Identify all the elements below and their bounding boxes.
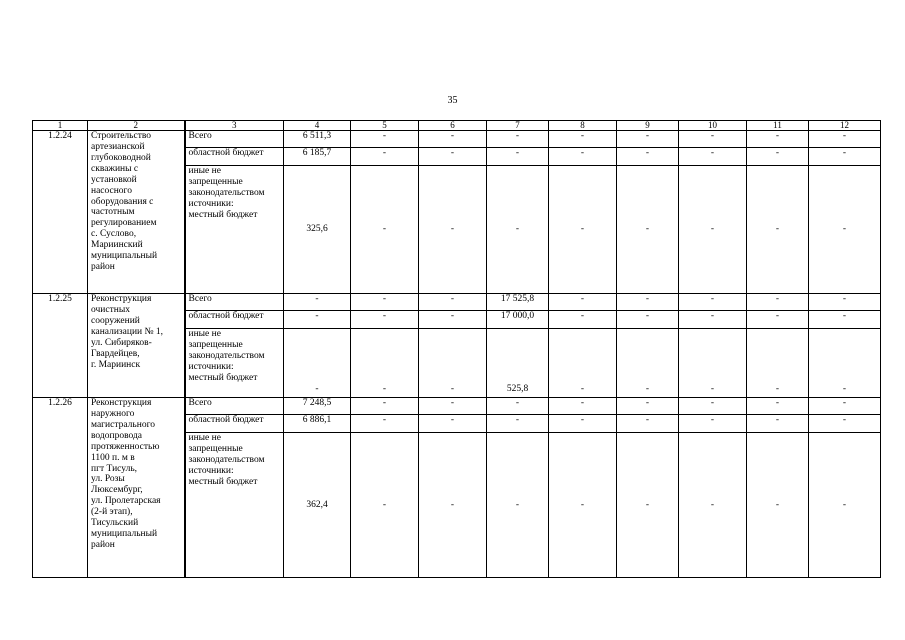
value-cell: - (617, 311, 679, 329)
project-name-line: установкой (91, 174, 137, 185)
funding-source (185, 329, 284, 398)
project-name-line: регулированием (91, 218, 157, 229)
value-cell: - (549, 148, 617, 166)
value-cell: - (809, 329, 881, 398)
project-name-line: муниципальный (91, 251, 158, 262)
value-cell: - (617, 148, 679, 166)
value-cell: - (419, 311, 487, 329)
project-name-line: водопровода (91, 430, 143, 441)
value-cell: 6 511,3 (284, 131, 351, 148)
value-cell: - (809, 398, 881, 415)
project-name-line: Реконструкция (91, 294, 152, 304)
project-name-line: наружного (91, 408, 135, 419)
table-row (33, 398, 881, 415)
value-cell: - (549, 415, 617, 433)
table-row (33, 131, 881, 148)
value-cell: - (679, 294, 747, 311)
project-name (88, 131, 185, 294)
value-cell: 17 000,0 (487, 311, 549, 329)
value-cell: - (549, 433, 617, 578)
value-cell: 6 185,7 (284, 148, 351, 166)
funding-source: областной бюджет (185, 148, 284, 166)
project-name-line: протяженностью (91, 441, 160, 452)
col-header-12: 12 (809, 121, 881, 131)
funding-source-line: источники: (188, 198, 234, 209)
funding-source: областной бюджет (185, 311, 284, 329)
project-name-line: ул. Пролетарская (91, 496, 161, 507)
value-cell: - (419, 294, 487, 311)
value-cell: - (549, 131, 617, 148)
project-name-line: Люксембург, (91, 485, 143, 496)
value-cell: - (419, 148, 487, 166)
value-cell: 325,6 (284, 166, 351, 294)
value-cell: - (487, 148, 549, 166)
funding-source-line: законодательством (188, 350, 265, 361)
project-name-line: (2-й этап), (91, 507, 133, 518)
project-name-line: 1100 п. м в (91, 452, 135, 463)
value-cell: - (747, 294, 809, 311)
funding-source-line: запрещенные (188, 339, 243, 350)
value-cell: 525,8 (487, 329, 549, 398)
value-cell: - (487, 433, 549, 578)
row-number: 1.2.26 (33, 398, 88, 578)
value-cell: - (549, 311, 617, 329)
funding-source-line: иные не (188, 433, 221, 443)
col-header-4: 4 (284, 121, 351, 131)
funding-source-line: местный бюджет (188, 209, 258, 220)
col-header-6: 6 (419, 121, 487, 131)
value-cell: 6 886,1 (284, 415, 351, 433)
project-name-line: район (91, 539, 115, 550)
page-number: 35 (447, 95, 458, 106)
project-name-line: магистрального (91, 419, 155, 430)
project-name-line: глубоководной (91, 152, 151, 163)
value-cell: - (549, 166, 617, 294)
project-name-line: Тисульский (91, 518, 139, 529)
value-cell: - (617, 131, 679, 148)
project-name-line: канализации № 1, (91, 326, 164, 337)
value-cell: - (747, 166, 809, 294)
value-cell: 362,4 (284, 433, 351, 578)
value-cell: - (747, 148, 809, 166)
value-cell: - (419, 415, 487, 433)
budget-table (32, 120, 881, 578)
col-header-10: 10 (679, 121, 747, 131)
value-cell: - (809, 311, 881, 329)
header-row (33, 121, 881, 131)
project-name-line: сооружений (91, 315, 140, 326)
project-name-line: Гвардейцев, (91, 348, 140, 359)
value-cell: - (679, 148, 747, 166)
col-header-7: 7 (487, 121, 549, 131)
value-cell: - (617, 166, 679, 294)
value-cell: - (487, 131, 549, 148)
funding-source-line: законодательством (188, 454, 265, 465)
project-name-line: очистных (91, 304, 130, 315)
col-header-2: 2 (88, 121, 185, 131)
project-name-line: насосного (91, 185, 132, 196)
funding-source: областной бюджет (185, 415, 284, 433)
value-cell: - (679, 398, 747, 415)
value-cell: - (747, 329, 809, 398)
value-cell: - (284, 294, 351, 311)
funding-source: Всего (185, 398, 284, 415)
value-cell: - (747, 433, 809, 578)
funding-source-line: запрещенные (188, 443, 243, 454)
value-cell: - (351, 148, 419, 166)
col-header-5: 5 (351, 121, 419, 131)
value-cell: - (549, 329, 617, 398)
funding-source-line: иные не (188, 329, 221, 339)
project-name-line: ул. Розы (91, 474, 125, 485)
table-body (33, 131, 881, 578)
col-header-1: 1 (33, 121, 88, 131)
project-name-line: артезианской (91, 141, 145, 152)
value-cell: - (617, 433, 679, 578)
col-header-9: 9 (617, 121, 679, 131)
value-cell: - (487, 398, 549, 415)
value-cell: - (419, 329, 487, 398)
value-cell: 17 525,8 (487, 294, 549, 311)
value-cell: - (679, 329, 747, 398)
value-cell: - (747, 311, 809, 329)
project-name-line: Реконструкция (91, 398, 152, 408)
value-cell: - (747, 415, 809, 433)
value-cell: - (809, 148, 881, 166)
col-header-3: 3 (185, 121, 284, 131)
value-cell: - (419, 166, 487, 294)
value-cell: - (351, 166, 419, 294)
row-number: 1.2.25 (33, 294, 88, 398)
funding-source-line: местный бюджет (188, 372, 258, 383)
value-cell: - (809, 166, 881, 294)
project-name-line: муниципальный (91, 529, 158, 540)
value-cell: - (549, 294, 617, 311)
value-cell: - (351, 329, 419, 398)
value-cell: - (679, 131, 747, 148)
table-row (33, 294, 881, 311)
value-cell: - (617, 398, 679, 415)
funding-source: Всего (185, 294, 284, 311)
funding-source (185, 166, 284, 294)
funding-source-line: местный бюджет (188, 476, 258, 487)
funding-source-line: законодательством (188, 187, 265, 198)
project-name-line: частотным (91, 207, 135, 218)
project-name-line: г. Мариинск (91, 359, 141, 370)
value-cell: - (351, 294, 419, 311)
project-name-line: район (91, 262, 115, 273)
value-cell: - (809, 294, 881, 311)
value-cell: - (809, 433, 881, 578)
value-cell: - (617, 415, 679, 433)
value-cell: - (679, 433, 747, 578)
value-cell: - (679, 166, 747, 294)
funding-source-line: иные не (188, 166, 221, 176)
value-cell: - (351, 398, 419, 415)
value-cell: - (679, 311, 747, 329)
value-cell: - (351, 311, 419, 329)
value-cell: - (809, 415, 881, 433)
project-name (88, 398, 185, 578)
value-cell: - (419, 131, 487, 148)
value-cell: 7 248,5 (284, 398, 351, 415)
value-cell: - (284, 329, 351, 398)
value-cell: - (617, 329, 679, 398)
project-name-line: Строительство (91, 131, 152, 141)
value-cell: - (351, 433, 419, 578)
col-header-11: 11 (747, 121, 809, 131)
col-header-8: 8 (549, 121, 617, 131)
value-cell: - (747, 131, 809, 148)
value-cell: - (679, 415, 747, 433)
value-cell: - (284, 311, 351, 329)
funding-source: Всего (185, 131, 284, 148)
value-cell: - (549, 398, 617, 415)
project-name-line: оборудования с (91, 196, 154, 207)
value-cell: - (351, 131, 419, 148)
value-cell: - (419, 398, 487, 415)
project-name-line: пгт Тисуль, (91, 463, 138, 474)
value-cell: - (617, 294, 679, 311)
funding-source (185, 433, 284, 578)
project-name-line: с. Суслово, (91, 229, 137, 240)
value-cell: - (351, 415, 419, 433)
project-name-line: скважины с (91, 163, 139, 174)
row-number: 1.2.24 (33, 131, 88, 294)
funding-source-line: источники: (188, 465, 234, 476)
value-cell: - (747, 398, 809, 415)
value-cell: - (809, 131, 881, 148)
value-cell: - (419, 433, 487, 578)
project-name-line: Мариинский (91, 240, 143, 251)
funding-source-line: источники: (188, 361, 234, 372)
value-cell: - (487, 415, 549, 433)
project-name-line: ул. Сибиряков- (91, 337, 152, 348)
funding-source-line: запрещенные (188, 176, 243, 187)
value-cell: - (487, 166, 549, 294)
project-name (88, 294, 185, 398)
